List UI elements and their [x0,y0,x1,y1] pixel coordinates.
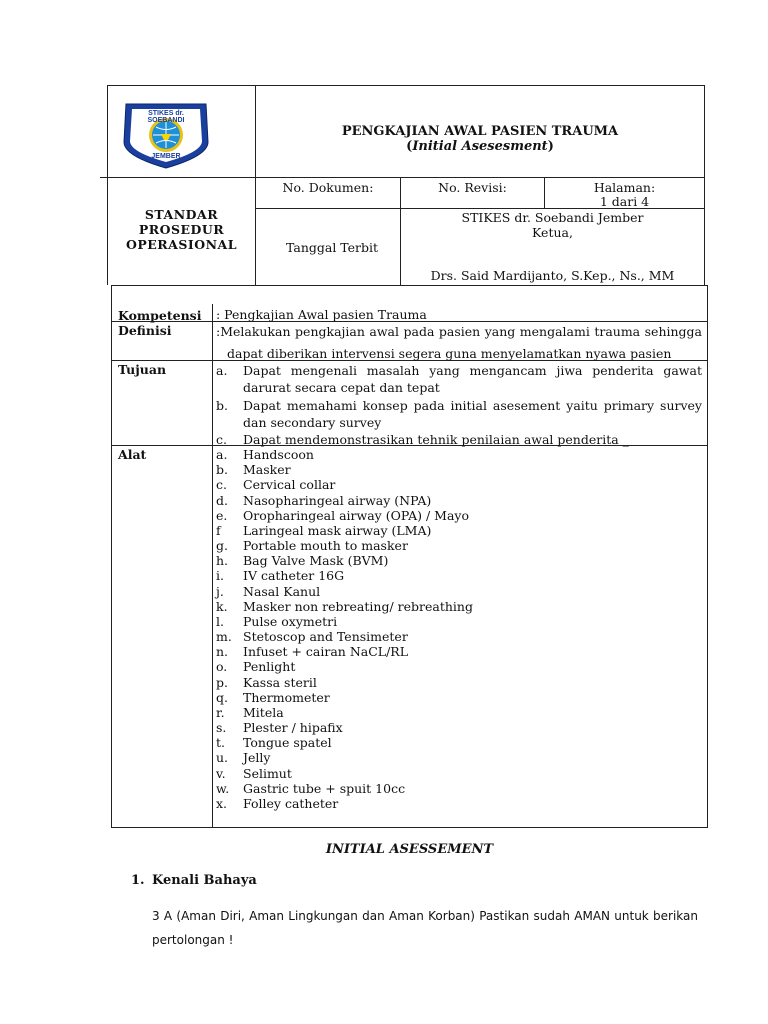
tujuan-item-letter: b. [216,398,228,413]
alat-item [216,720,696,735]
alat-item [216,493,696,508]
tujuan-label: Tujuan [118,362,167,377]
info-bottom-border [111,827,708,828]
alat-item-text: Penlight [243,659,296,675]
alat-item-letter: h. [216,553,229,569]
info-top-border [111,285,707,286]
logo-top-text: STIKES dr. SOEBANDI [147,110,185,124]
alat-item [216,781,696,796]
sop-line-3: OPERASIONAL [125,237,238,252]
tujuan-item [216,362,702,396]
tujuan-item [216,431,702,448]
header-left-border [107,85,108,285]
alat-item-text: Mitela [243,704,284,720]
alat-item [216,462,696,477]
definisi-line-1: :Melakukan pengkajian awal pada pasien yang mengalami trauma sehingga [216,324,702,339]
alat-item-text: Tongue spatel [243,735,332,751]
sop-line-1: STANDAR [144,207,219,222]
halaman-label: Halaman: [593,180,656,195]
alat-item-letter: f [216,522,221,538]
alat-item-letter: j. [216,583,224,599]
alat-item-text: Kassa steril [243,674,317,690]
alat-item [216,690,696,705]
alat-item-letter: k. [216,598,228,614]
alat-item [216,750,696,765]
kompetensi-value: : Pengkajian Awal pasien Trauma [216,307,427,322]
alat-item [216,599,696,614]
alat-label: Alat [118,447,147,462]
alat-item-letter: i. [216,568,224,584]
alat-item-letter: d. [216,492,228,508]
alat-item-text: Nasal Kanul [243,583,321,599]
alat-item-letter: b. [216,462,228,478]
alat-item [216,735,696,750]
header-right-hline [255,177,705,178]
subtitle-open-paren: ( [406,139,413,154]
definisi-label: Definisi [118,323,172,338]
header-left-hline [100,177,275,178]
alat-item [216,477,696,492]
logo-bottom-text: JEMBER [151,153,181,160]
alat-item-text: Oropharingeal airway (OPA) / Mayo [243,507,470,523]
alat-item-text: Pulse oxymetri [243,613,338,629]
alat-item-text: Masker [243,462,291,478]
alat-item-text: Stetoscop and Tensimeter [243,629,408,644]
alat-item-text: Masker non rebreating/ rebreathing [243,598,473,614]
alat-item [216,538,696,553]
alat-item [216,568,696,583]
sop-line-2: PROSEDUR [138,222,225,237]
step-1-number: 1. [131,873,145,888]
alat-item-letter: n. [216,644,229,660]
section-title: INITIAL ASESSEMENT [325,842,494,857]
tujuan-item-text: Dapat mengenali masalah yang mengancam jiwa penderita gawat darurat secara cepat dan tepat [243,363,702,395]
alat-item-letter: g. [216,538,228,553]
signatory-position: Ketua, [532,225,573,240]
alat-item-text: Portable mouth to masker [243,538,408,553]
tujuan-item [216,397,702,431]
kompetensi-label: Kompetensi [118,308,202,323]
halaman-value: 1 dari 4 [599,194,650,209]
tujuan-item-letter: c. [216,432,227,447]
info-right-border [707,285,708,828]
alat-item-letter: u. [216,750,229,766]
alat-item [216,584,696,599]
document-subtitle [256,139,704,154]
header-top-border [107,85,705,86]
alat-item [216,553,696,568]
institution-name: STIKES dr. Soebandi Jember [461,210,644,225]
alat-item-letter: l. [216,613,224,629]
alat-item [216,659,696,674]
alat-item-letter: w. [216,780,230,796]
alat-item-letter: r. [216,704,225,720]
alat-item [216,644,696,659]
alat-item-letter: s. [216,720,227,736]
alat-item [216,447,696,462]
alat-item-text: Folley catheter [243,795,339,811]
alat-item-letter: v. [216,765,226,781]
alat-item-text: Jelly [243,750,271,766]
tujuan-item-letter: a. [216,363,228,378]
tanggal-terbit-label: Tanggal Terbit [286,240,379,255]
alat-item-letter: p. [216,674,228,690]
no-dokumen-label: No. Dokumen: [282,180,374,195]
alat-item-letter: t. [216,735,225,751]
alat-item-letter: x. [216,795,228,811]
alat-item-text: Infuset + cairan NaCL/RL [243,644,409,660]
signatory-name: Drs. Said Mardijanto, S.Kep., Ns., MM [430,268,675,283]
step-1-title: Kenali Bahaya [152,873,257,888]
step-1-text: 3 A (Aman Diri, Aman Lingkungan dan Aman Korban) Pastikan sudah AMAN untuk berikan pertolongan ! [152,909,698,947]
alat-item-text: IV catheter 16G [243,568,345,584]
alat-item-letter: e. [216,507,228,523]
subtitle-text: Initial Asesesment [412,139,548,154]
alat-item-text: Handscoon [243,447,314,462]
alat-item-letter: a. [216,447,228,462]
institution-logo [120,96,212,170]
alat-item-text: Plester / hipafix [243,720,343,736]
subtitle-close-paren: ) [547,139,554,154]
alat-item [216,614,696,629]
alat-item-text: Thermometer [243,689,330,705]
header-right-border [704,85,705,285]
alat-item-text: Nasopharingeal airway (NPA) [243,492,432,508]
alat-item [216,675,696,690]
alat-item [216,523,696,538]
alat-item [216,629,696,644]
alat-item [216,766,696,781]
alat-item-letter: m. [216,629,232,644]
alat-item-letter: o. [216,659,228,675]
tujuan-item-text: Dapat memahami konsep pada initial asesement yaitu primary survey dan secondary survey [243,398,702,430]
alat-item-letter: q. [216,689,228,705]
alat-item-text: Laringeal mask airway (LMA) [243,522,432,538]
tujuan-item-text: Dapat mendemonstrasikan tehnik penilaian awal penderita _ [243,432,629,447]
alat-item-text: Selimut [243,765,292,781]
document-title: PENGKAJIAN AWAL PASIEN TRAUMA [341,124,619,139]
alat-item-text: Cervical collar [243,477,336,493]
alat-item-text: Bag Valve Mask (BVM) [243,553,389,569]
alat-item [216,705,696,720]
definisi-line-2: dapat diberikan intervensi segera guna menyelamatkan nyawa pasien [227,346,672,361]
alat-item [216,508,696,523]
alat-item [216,796,696,811]
info-left-border [111,285,112,828]
no-revisi-label: No. Revisi: [438,180,507,195]
info-label-divider [212,304,213,828]
alat-item-text: Gastric tube + spuit 10cc [243,780,406,796]
alat-item-letter: c. [216,477,227,493]
